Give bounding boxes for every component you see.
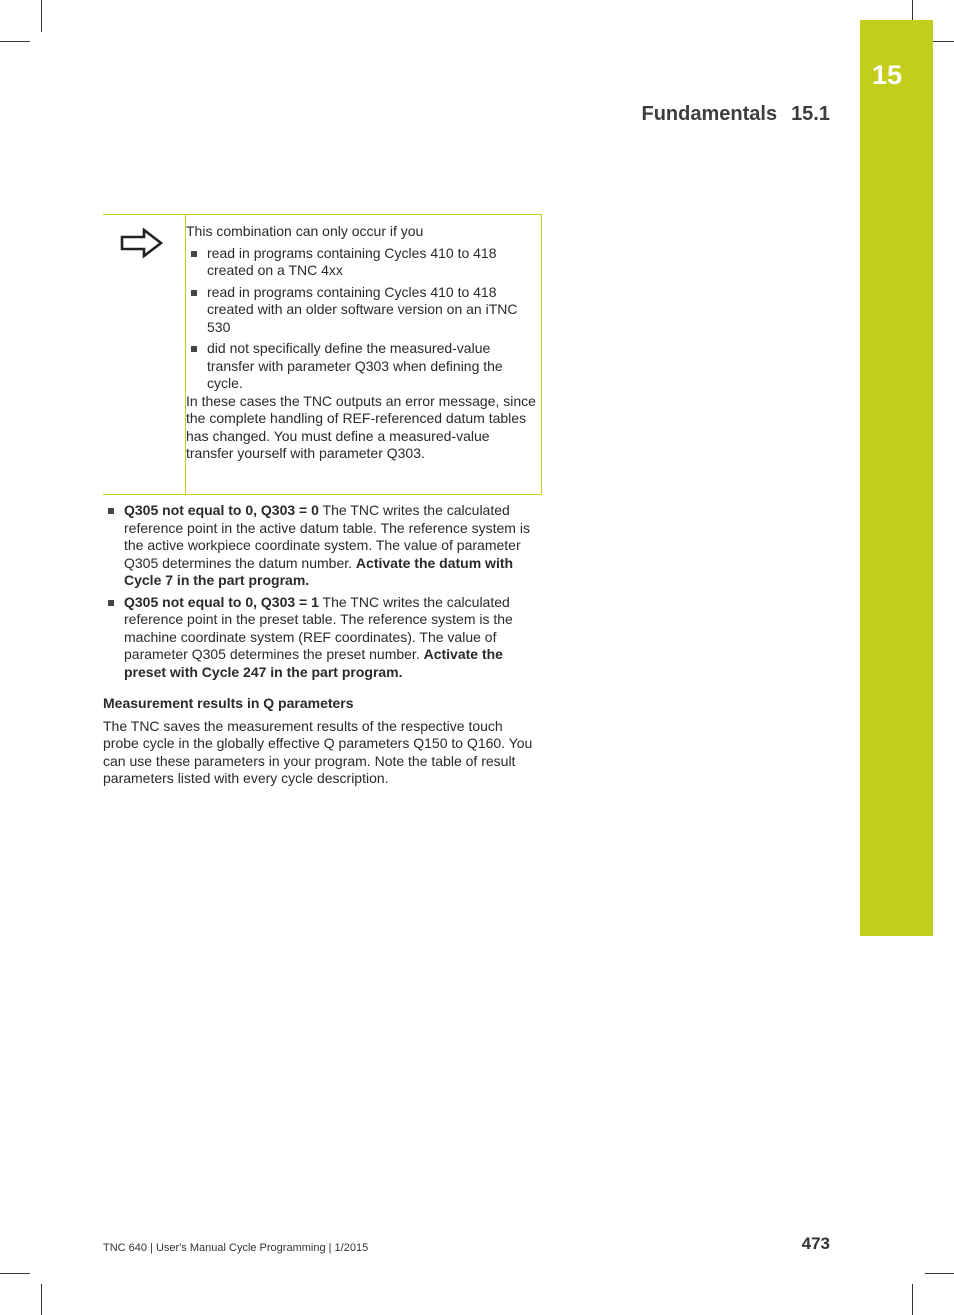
chapter-number: 15 xyxy=(872,60,903,90)
note-text xyxy=(186,223,536,463)
footer-text: TNC 640 | User's Manual Cycle Programming | 1/2015 xyxy=(103,1242,369,1254)
page-number: 473 xyxy=(801,1234,830,1253)
crop-mark xyxy=(912,1284,913,1315)
crop-mark xyxy=(41,0,42,32)
header-section: 15.1 xyxy=(791,103,830,125)
list-item: read in programs containing Cycles 410 to 418 created on a TNC 4xx xyxy=(207,245,536,280)
main-content xyxy=(103,502,539,788)
list-item: read in programs containing Cycles 410 to 418 created with an older software version on an iTNC 530 xyxy=(207,284,536,337)
page-header xyxy=(641,103,830,126)
bullet-text: The TNC writes the calculated reference point in the preset table. The reference system is the machine coordinate system (REF coordinates). The value of parameter Q305 determines the preset number. xyxy=(124,593,513,662)
crop-mark xyxy=(0,1273,30,1274)
bullet-lead: Q305 not equal to 0, Q303 = 1 xyxy=(124,593,319,610)
crop-mark xyxy=(925,1273,954,1274)
bullet-text: The TNC writes the calculated reference point in the active datum table. The reference system is the active workpiece coordinate system. The value of parameter Q305 determines the datum number. xyxy=(124,502,530,571)
chapter-tab xyxy=(860,20,933,936)
bullet-tail: Activate the preset with Cycle 247 in the part program. xyxy=(124,646,503,680)
note-list xyxy=(186,245,536,393)
section-heading: Measurement results in Q parameters xyxy=(103,695,354,711)
crop-mark xyxy=(912,0,913,20)
arrow-right-icon xyxy=(120,227,164,259)
note-outro: In these cases the TNC outputs an error message, since the complete handling of REF-referenced datum tables has changed. You must define a measured-value transfer yourself with parameter Q303. xyxy=(186,392,536,461)
bullet-lead: Q305 not equal to 0, Q303 = 0 xyxy=(124,502,319,518)
bullet-list xyxy=(103,502,539,681)
section-body: The TNC saves the measurement results of the respective touch probe cycle in the globally effective Q parameters Q150 to Q160. You can use these parameters in your program. Note the table of result parameters listed with every cycle description. xyxy=(103,717,533,786)
list-item: did not specifically define the measured-value transfer with parameter Q303 when defining the cycle. xyxy=(207,340,536,393)
list-item xyxy=(124,502,539,590)
list-item xyxy=(124,594,539,682)
crop-mark xyxy=(0,41,30,42)
note-box xyxy=(103,214,542,495)
note-intro: This combination can only occur if you xyxy=(186,223,424,239)
header-title: Fundamentals xyxy=(641,103,778,125)
crop-mark xyxy=(41,1284,42,1315)
bullet-tail: Activate the datum with Cycle 7 in the part program. xyxy=(124,554,514,588)
